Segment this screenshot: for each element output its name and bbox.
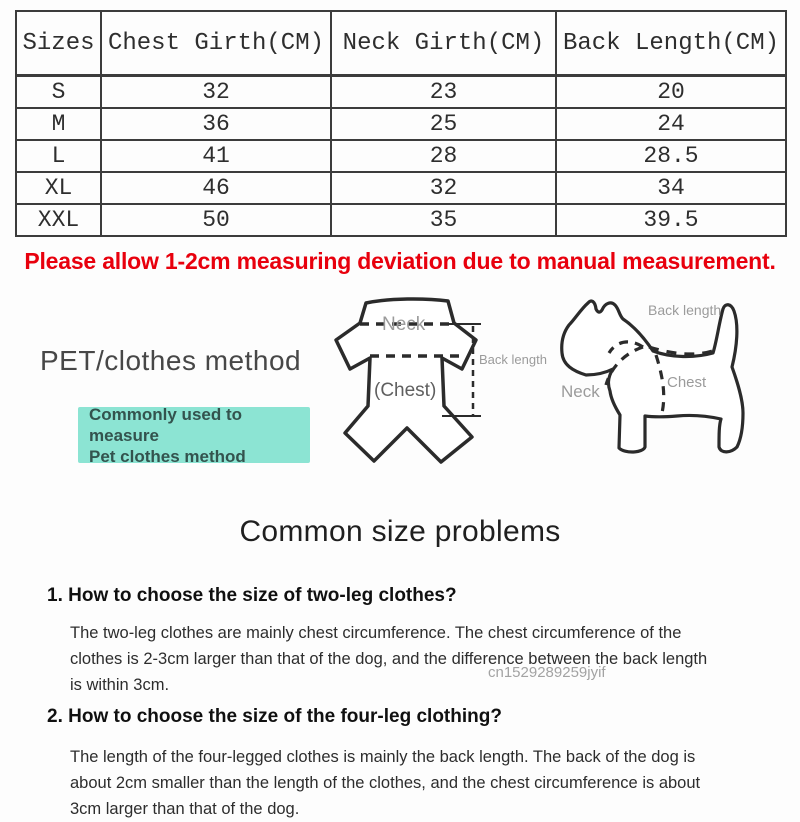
back-cell: 28.5 (556, 140, 786, 172)
size-cell: XL (16, 172, 101, 204)
neck-cell: 35 (331, 204, 556, 236)
size-cell: S (16, 76, 101, 109)
garment-back-length-label: Back length (479, 352, 547, 367)
neck-cell: 23 (331, 76, 556, 109)
back-cell: 39.5 (556, 204, 786, 236)
faq-heading: Common size problems (239, 515, 561, 548)
chest-cell: 32 (101, 76, 331, 109)
faq-answer-2: The length of the four-legged clothes is mainly the back length. The back of the dog is about 2cm smaller than the length of the clothes, and the chest circumference is about 3cm larger than that of the dog. (70, 748, 701, 818)
table-row (16, 140, 786, 172)
header-neck: Neck Girth(CM) (331, 11, 556, 76)
method-highlight-box (78, 404, 310, 466)
measuring-deviation-notice: Please allow 1-2cm measuring deviation due to manual measurement. (24, 248, 776, 274)
table-row (16, 172, 786, 204)
dog-outline-icon (562, 301, 743, 452)
table-row (16, 76, 786, 109)
size-cell: L (16, 140, 101, 172)
highlight-line-1: Commonly used to measure (89, 404, 243, 445)
neck-cell: 25 (331, 108, 556, 140)
header-sizes: Sizes (16, 11, 101, 76)
garment-neck-label: Neck (382, 314, 426, 335)
faq-question-1: 1. How to choose the size of two-leg clothes? (47, 585, 457, 606)
chest-cell: 36 (101, 108, 331, 140)
dog-back-length-label: Back length (648, 302, 722, 318)
size-cell: M (16, 108, 101, 140)
back-cell: 20 (556, 76, 786, 109)
back-cell: 34 (556, 172, 786, 204)
table-header-row (16, 11, 786, 76)
dog-neck-label: Neck (561, 382, 600, 401)
chest-cell: 46 (101, 172, 331, 204)
table-row (16, 108, 786, 140)
chest-cell: 41 (101, 140, 331, 172)
garment-chest-label: (Chest) (374, 380, 437, 401)
dog-diagram (553, 295, 798, 470)
method-title: PET/clothes method (40, 345, 302, 376)
back-cell: 24 (556, 108, 786, 140)
size-table (15, 10, 787, 237)
neck-cell: 32 (331, 172, 556, 204)
garment-diagram (330, 288, 560, 493)
table-row (16, 204, 786, 236)
neck-cell: 28 (331, 140, 556, 172)
chest-cell: 50 (101, 204, 331, 236)
header-chest: Chest Girth(CM) (101, 11, 331, 76)
seller-watermark: cn1529289259jyif (488, 664, 606, 681)
dog-chest-label: Chest (667, 374, 707, 391)
size-cell: XXL (16, 204, 101, 236)
faq-answer-1: The two-leg clothes are mainly chest circumference. The chest circumference of the clothes is 2-3cm larger than that of the dog, and the difference between the back length is within 3cm. (70, 624, 708, 694)
highlight-line-2: Pet clothes method (89, 446, 246, 466)
faq-question-2: 2. How to choose the size of the four-leg clothing? (47, 706, 502, 727)
header-back: Back Length(CM) (556, 11, 786, 76)
